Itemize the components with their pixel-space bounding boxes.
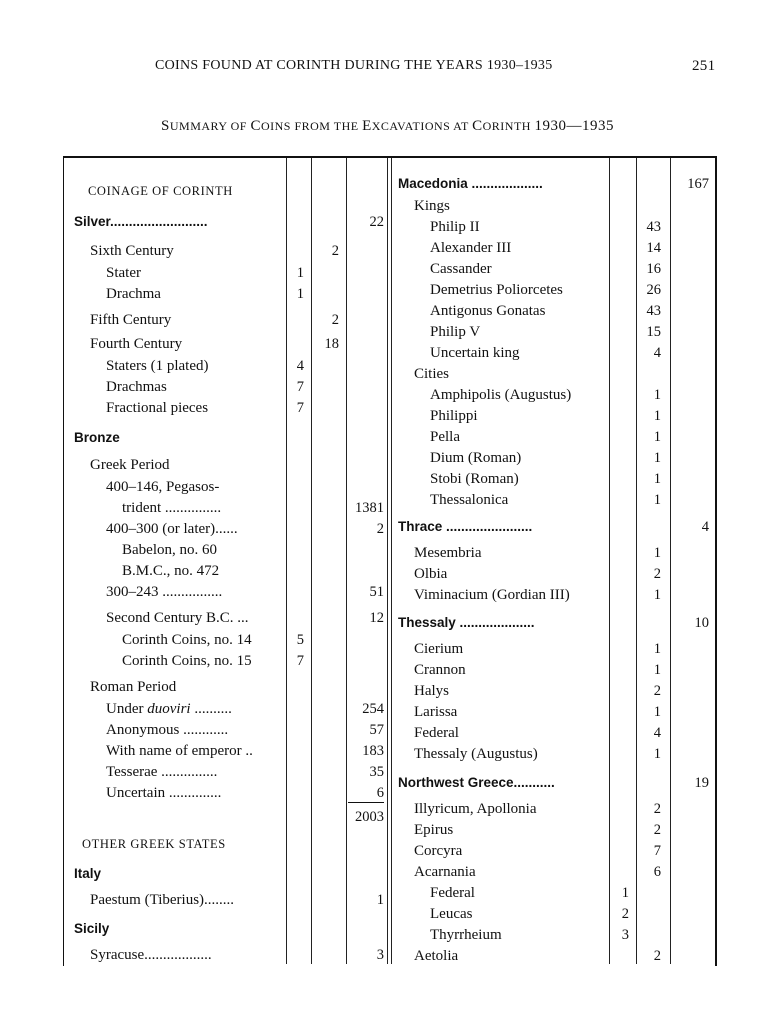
row-label: Leucas — [430, 906, 473, 922]
count-c3: 22 — [369, 214, 384, 230]
row-label: Dium (Roman) — [430, 450, 522, 466]
count-c2: 2 — [653, 822, 661, 838]
row-label: Amphipolis (Augustus) — [430, 387, 572, 403]
row-label: Kings — [414, 198, 450, 214]
row-label: Drachmas — [106, 379, 167, 395]
row-label: 400–300 (or later)...... — [106, 521, 238, 537]
section-heading: Bronze — [74, 430, 120, 445]
row-label: Philip II — [430, 219, 480, 235]
row-label: Tesserae ............... — [106, 764, 218, 780]
count-c3: 183 — [362, 743, 384, 759]
row-label: Federal — [414, 725, 459, 741]
row-label: Thessaly (Augustus) — [414, 746, 538, 762]
row-label: Paestum (Tiberius)........ — [90, 892, 235, 908]
row-label: Fractional pieces — [106, 400, 209, 416]
count-c2: 1 — [653, 746, 661, 762]
column-rule — [387, 158, 388, 964]
count-c2: 6 — [653, 864, 661, 880]
count-c2: 43 — [646, 303, 661, 319]
count-c2: 1 — [653, 492, 661, 508]
running-title: COINS FOUND AT CORINTH DURING THE YEARS 1930–1935 — [155, 58, 553, 73]
section-heading: Sicily — [74, 921, 110, 936]
row-label: Uncertain .............. — [106, 785, 222, 801]
row-label: trident ............... — [122, 500, 222, 516]
count-c1: 1 — [296, 286, 304, 302]
count-c1: 2 — [621, 906, 629, 922]
row-label: Stobi (Roman) — [430, 471, 519, 487]
column-rule — [670, 158, 671, 964]
row-label: Corcyra — [414, 843, 463, 859]
row-label: Mesembria — [414, 545, 482, 561]
count-c2: 1 — [653, 429, 661, 445]
column-rule — [311, 158, 312, 964]
count-c1: 7 — [296, 400, 304, 416]
count-c3: 12 — [369, 610, 384, 626]
row-label: Philip V — [430, 324, 481, 340]
row-label: Sixth Century — [90, 243, 174, 259]
row-label: Greek Period — [90, 457, 170, 473]
row-label — [106, 700, 232, 718]
count-c2: 2 — [331, 243, 339, 259]
row-label: Halys — [414, 683, 449, 699]
row-label: Babelon, no. 60 — [122, 542, 217, 558]
row-label: Cierium — [414, 641, 464, 657]
row-label: Alexander III — [430, 240, 512, 256]
count-c1: 7 — [296, 653, 304, 669]
count-c3: 3 — [376, 947, 384, 963]
count-c1: 7 — [296, 379, 304, 395]
count-c2: 1 — [653, 545, 661, 561]
count-c2: 26 — [646, 282, 661, 298]
count-c1: 5 — [296, 632, 304, 648]
count-c2: 1 — [653, 471, 661, 487]
count-c3: 6 — [376, 785, 384, 801]
count-c2: 1 — [653, 587, 661, 603]
row-label: Uncertain king — [430, 345, 520, 361]
count-c2: 7 — [653, 843, 661, 859]
section-heading: Silver.......................... — [74, 214, 208, 229]
row-label-part: Under — [106, 701, 148, 717]
column-divider — [391, 158, 392, 964]
count-c2: 2 — [653, 566, 661, 582]
row-label: Olbia — [414, 566, 448, 582]
row-label: Syracuse.................. — [90, 947, 212, 963]
row-label: Drachma — [106, 286, 161, 302]
column-rule — [346, 158, 347, 964]
row-label: Anonymous ............ — [106, 722, 229, 738]
row-label: Corinth Coins, no. 14 — [122, 632, 252, 648]
count-c3: 2 — [376, 521, 384, 537]
row-label: Staters (1 plated) — [106, 358, 209, 374]
row-label: Epirus — [414, 822, 454, 838]
row-label-part: .......... — [190, 701, 232, 717]
row-label: Pella — [430, 429, 460, 445]
row-label: 400–146, Pegasos- — [106, 479, 220, 495]
count-c3: 51 — [369, 584, 384, 600]
row-label: Illyricum, Apollonia — [414, 801, 537, 817]
row-label: Roman Period — [90, 679, 177, 695]
row-label-italic: duoviri — [147, 701, 191, 717]
row-label: Viminacium (Gordian III) — [414, 587, 570, 603]
group-heading: OTHER GREEK STATES — [82, 837, 226, 851]
row-label: Crannon — [414, 662, 466, 678]
row-label: With name of emperor .. — [106, 743, 253, 759]
count-c2: 1 — [653, 662, 661, 678]
count-c2: 14 — [646, 240, 661, 256]
row-label: Fifth Century — [90, 312, 172, 328]
section-heading: Northwest Greece........... — [398, 775, 555, 790]
row-label: B.M.C., no. 472 — [122, 563, 220, 579]
count-c2: 18 — [324, 336, 339, 352]
count-c3: 167 — [687, 176, 709, 192]
row-label: Philippi — [430, 408, 478, 424]
count-c3: 254 — [362, 701, 384, 717]
count-c2: 43 — [646, 219, 661, 235]
group-heading: COINAGE OF CORINTH — [88, 184, 233, 198]
count-c2: 1 — [653, 704, 661, 720]
count-c1: 4 — [296, 358, 304, 374]
section-heading: Thessaly .................... — [398, 615, 535, 630]
count-c3: 35 — [369, 764, 384, 780]
section-heading: Thrace ....................... — [398, 519, 533, 534]
count-c1: 3 — [621, 927, 629, 943]
row-label: Fourth Century — [90, 336, 183, 352]
section-heading: Macedonia ................... — [398, 176, 543, 191]
row-label: Antigonus Gonatas — [430, 303, 546, 319]
column-rule — [609, 158, 610, 964]
page-number: 251 — [692, 58, 716, 74]
count-c2: 1 — [653, 450, 661, 466]
row-label: Demetrius Poliorcetes — [430, 282, 563, 298]
count-c3: 10 — [694, 615, 709, 631]
row-label: Second Century B.C. ... — [106, 610, 249, 626]
count-c2: 2 — [653, 801, 661, 817]
count-c3: 57 — [369, 722, 384, 738]
count-c2: 1 — [653, 641, 661, 657]
count-c2: 1 — [653, 387, 661, 403]
count-c2: 2 — [653, 948, 661, 964]
row-label: Stater — [106, 265, 141, 281]
count-c3: 1381 — [355, 500, 384, 516]
table-title: SUMMARY OF COINS FROM THE EXCAVATIONS AT CORINTH 1930—1935 — [161, 118, 614, 134]
count-c2: 4 — [653, 725, 661, 741]
row-label: Cities — [414, 366, 450, 382]
count-c2: 15 — [646, 324, 661, 340]
row-label: Thyrrheium — [430, 927, 502, 943]
row-label: Federal — [430, 885, 475, 901]
row-label: 300–243 ................ — [106, 584, 223, 600]
count-c2: 16 — [646, 261, 661, 277]
count-c3: 1 — [376, 892, 384, 908]
count-c2: 2 — [331, 312, 339, 328]
count-c3: 4 — [701, 519, 709, 535]
row-label: Aetolia — [414, 948, 459, 964]
count-c2: 2 — [653, 683, 661, 699]
count-c2: 4 — [653, 345, 661, 361]
count-c1: 1 — [621, 885, 629, 901]
sum-rule — [348, 802, 384, 803]
count-c3: 2003 — [355, 809, 384, 825]
count-c3: 19 — [694, 775, 709, 791]
row-label: Corinth Coins, no. 15 — [122, 653, 252, 669]
count-c1: 1 — [296, 265, 304, 281]
section-heading: Italy — [74, 866, 102, 881]
row-label: Thessalonica — [430, 492, 509, 508]
row-label: Larissa — [414, 704, 458, 720]
row-label: Cassander — [430, 261, 492, 277]
count-c2: 1 — [653, 408, 661, 424]
row-label: Acarnania — [414, 864, 476, 880]
